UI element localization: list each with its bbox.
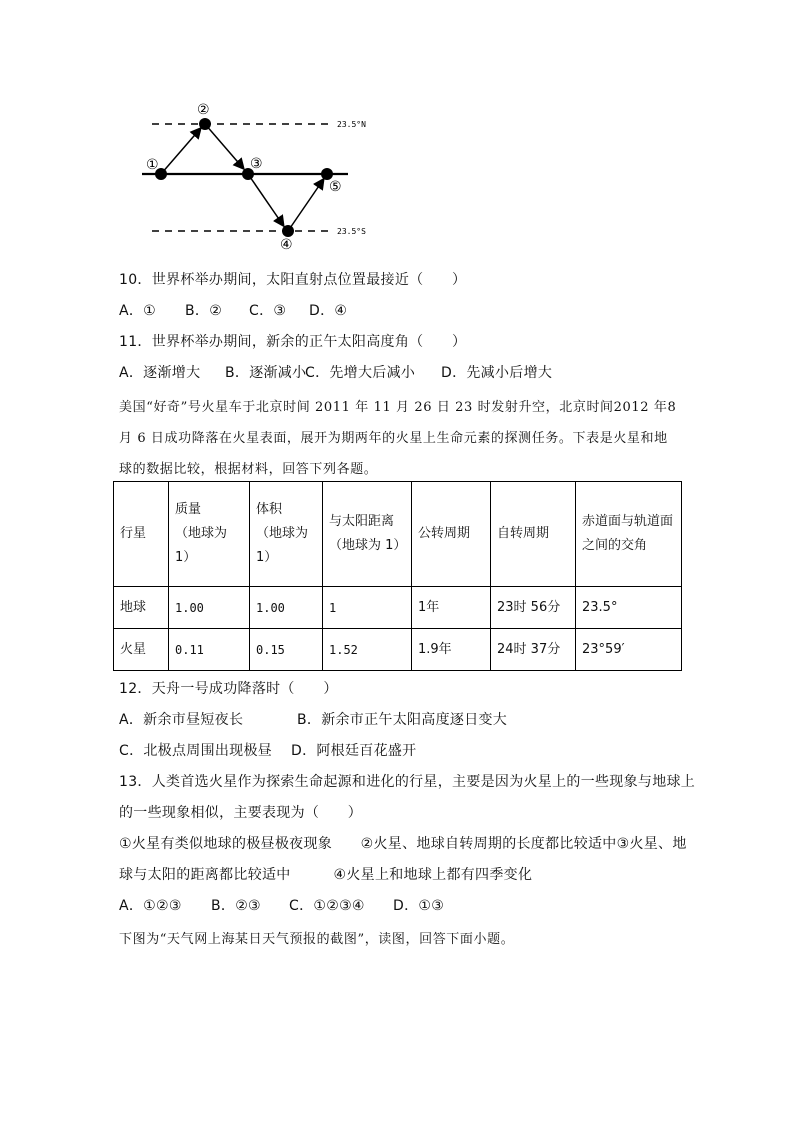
label-point-3: ③	[250, 156, 263, 172]
cell: 1年	[412, 587, 491, 629]
q12-stem: 12．天舟一号成功降落时（ ）	[119, 681, 338, 697]
arrow-2-3	[205, 124, 243, 168]
cell: 23时 56分	[491, 587, 576, 629]
label-point-5: ⑤	[329, 179, 342, 195]
passage2-text: 下图为“天气网上海某日天气预报的截图”，读图，回答下面小题。	[119, 932, 515, 947]
q13-statements-line-1: ①火星有类似地球的极昼极夜现象 ②火星、地球自转周期的长度都比较适中③火星、地	[119, 836, 687, 852]
cell: 1.00	[250, 587, 323, 629]
arrow-1-2	[161, 129, 200, 174]
q11-option-d[interactable]: D．先减小后增大	[441, 365, 553, 381]
q11-stem: 11．世界杯举办期间，新余的正午太阳高度角（ ）	[119, 334, 467, 350]
cell: 1	[323, 587, 412, 629]
q11-option-b[interactable]: B．逐渐减小	[225, 365, 307, 381]
q10-options	[119, 300, 347, 320]
arrow-4-5	[288, 180, 323, 231]
table-row	[114, 587, 682, 629]
q10-option-a[interactable]: A．①	[119, 303, 157, 319]
sun-path-diagram	[130, 96, 390, 256]
passage1-line-1: 美国“好奇”号火星车于北京时间 2011 年 11 月 26 日 23 时发射升空，北京时间2012 年8	[119, 400, 677, 415]
q10-stem: 10．世界杯举办期间，太阳直射点位置最接近（ ）	[119, 272, 467, 288]
q13-option-c[interactable]: C．①②③④	[289, 898, 365, 914]
table-row	[114, 629, 682, 671]
q10-option-d[interactable]: D．④	[309, 303, 348, 319]
point-2	[199, 118, 211, 130]
header-obliquity: 赤道面与轨道面 之间的交角	[576, 482, 682, 587]
q12-options-row-2	[119, 740, 416, 760]
q13-options	[119, 895, 444, 915]
label-south: 23.5°S	[337, 227, 366, 236]
q11-option-a[interactable]: A．逐渐增大	[119, 365, 201, 381]
cell: 地球	[114, 587, 169, 629]
planet-comparison-table	[113, 481, 682, 671]
q12-option-a[interactable]: A．新余市昼短夜长	[119, 712, 244, 728]
label-point-1: ①	[146, 157, 159, 173]
cell: 火星	[114, 629, 169, 671]
q11-options	[119, 362, 552, 382]
header-planet: 行星	[114, 482, 169, 587]
q12-option-b[interactable]: B．新余市正午太阳高度逐日变大	[297, 712, 508, 728]
cell: 23°59′	[576, 629, 682, 671]
arrow-3-4	[248, 174, 283, 225]
table-header-row	[114, 482, 682, 587]
header-mass: 质量 （地球为 1）	[169, 482, 250, 587]
cell: 24时 37分	[491, 629, 576, 671]
header-rotation: 自转周期	[491, 482, 576, 587]
q13-stem-line-2: 的一些现象相似，主要表现为（ ）	[119, 805, 363, 821]
q13-option-a[interactable]: A．①②③	[119, 898, 182, 914]
header-distance: 与太阳距离 （地球为 1）	[323, 482, 412, 587]
cell: 1.00	[169, 587, 250, 629]
cell: 1.52	[323, 629, 412, 671]
header-volume: 体积 （地球为 1）	[250, 482, 323, 587]
cell: 1.9年	[412, 629, 491, 671]
label-point-2: ②	[197, 102, 210, 118]
q10-option-c[interactable]: C．③	[249, 303, 287, 319]
passage1-line-3: 球的数据比较，根据材料，回答下列各题。	[119, 462, 378, 477]
cell: 0.15	[250, 629, 323, 671]
q13-option-b[interactable]: B．②③	[211, 898, 261, 914]
label-point-4: ④	[280, 237, 293, 253]
passage1-line-2: 月 6 日成功降落在火星表面，展开为期两年的火星上生命元素的探测任务。下表是火星和地	[119, 431, 668, 446]
q12-options-row-1	[119, 709, 507, 729]
q10-option-b[interactable]: B．②	[185, 303, 223, 319]
q13-stem-line-1: 13．人类首选火星作为探索生命起源和进化的行星，主要是因为火星上的一些现象与地球上	[119, 774, 696, 790]
header-revolution: 公转周期	[412, 482, 491, 587]
q13-option-d[interactable]: D．①③	[393, 898, 445, 914]
cell: 23.5°	[576, 587, 682, 629]
q12-option-d[interactable]: D．阿根廷百花盛开	[291, 743, 417, 759]
label-north: 23.5°N	[337, 120, 366, 129]
q13-statements-line-2: 球与太阳的距离都比较适中 ④火星上和地球上都有四季变化	[119, 867, 533, 883]
q12-option-c[interactable]: C．北极点周围出现极昼	[119, 743, 273, 759]
point-4	[282, 225, 294, 237]
q11-option-c[interactable]: C．先增大后减小	[305, 365, 416, 381]
cell: 0.11	[169, 629, 250, 671]
